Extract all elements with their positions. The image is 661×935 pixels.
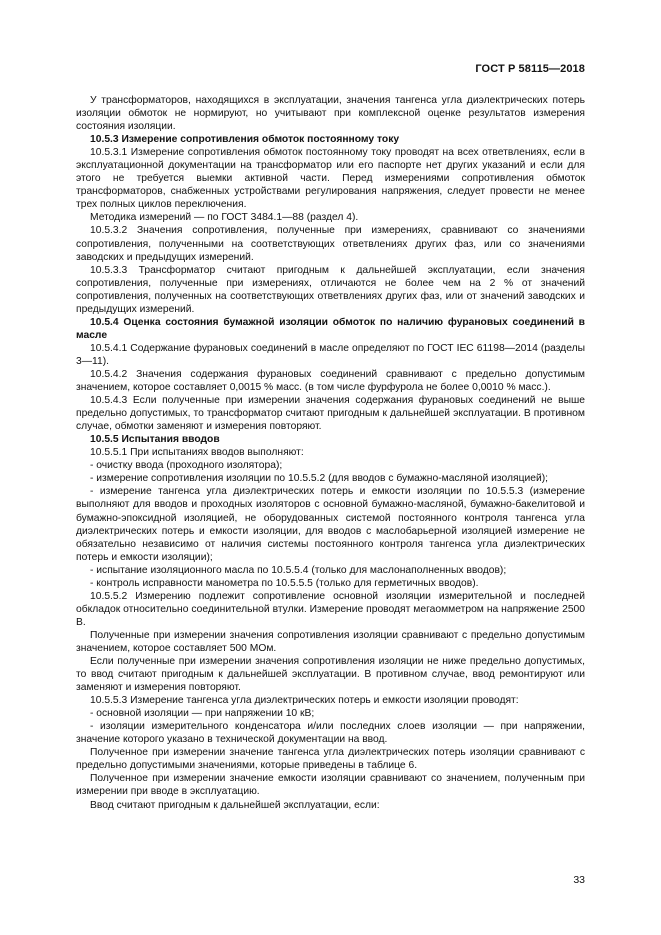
paragraph: 10.5.5.1 При испытаниях вводов выполняют: [90, 447, 304, 459]
paragraph: 10.5.4.1 Содержание фурановых соединений в масле определяют по ГОСТ IEC 61198—2014 (разделы 3—11). [76, 342, 585, 367]
section-heading: 10.5.3 Измерение сопротивления обмоток постоянному току [90, 134, 400, 146]
section-heading: 10.5.4 Оценка состояния бумажной изоляции обмоток по наличию фурановых соединений в масле [76, 316, 585, 341]
paragraph: 10.5.4.2 Значения содержания фурановых соединений сравнивают с предельно допустимым значением, которое составляет 0,0015 % масс. (в том числе фурфурола не более 0,0010 % масс.). [76, 368, 585, 394]
paragraph: Если полученные при измерении значения сопротивления изоляции не ниже предельно допустимых, то ввод считают пригодным к дальнейшей эксплуатации. В противном случае, ввод ремонтируют или заменяют и измерения повторяют. [76, 656, 585, 694]
paragraph: 10.5.3.1 Измерение сопротивления обмоток постоянному току проводят на всех ответвлениях, если в эксплуатационной документации на трансформатор или его паспорте нет других указаний и если для этого не требуется выемки активной части. Перед измерениями сопротивления обмоток трансформаторов, снабженных устройствами регулирования напряжения, следует провести не менее трех полных циклов переключения. [76, 147, 585, 211]
paragraph: 10.5.3.2 Значения сопротивления, полученные при измерениях, сравнивают со значениями сопротивления, полученными на соответствующих ответвлениях других фаз, или со значениями заводских и предыдущих измерений. [76, 225, 585, 263]
document-id-header: ГОСТ Р 58115—2018 [475, 63, 585, 75]
list-item: - очистку ввода (проходного изолятора); [90, 460, 283, 472]
paragraph: Методика измерений — по ГОСТ 3484.1—88 (раздел 4). [90, 212, 359, 224]
paragraph: Полученное при измерении значение емкости изоляции сравнивают со значением, полученным при измерении при вводе в эксплуатацию. [76, 773, 585, 798]
paragraph: У трансформаторов, находящихся в эксплуатации, значения тангенса угла диэлектрических потерь изоляции обмоток не нормируют, но учитывают при комплексной оценке результатов измерения состояния изоляции. [76, 95, 585, 133]
paragraph: Полученное при измерении значение тангенса угла диэлектрических потерь изоляции сравнивают с предельно допустимыми значениями, которые приведены в таблице 6. [76, 747, 585, 772]
section-heading: 10.5.5 Испытания вводов [90, 434, 220, 446]
paragraph: 10.5.5.3 Измерение тангенса угла диэлектрических потерь и емкости изоляции проводят: [90, 695, 519, 707]
paragraph: Ввод считают пригодным к дальнейшей эксплуатации, если: [90, 799, 380, 811]
page-number: 33 [573, 874, 585, 886]
paragraph: Полученные при измерении значения сопротивления изоляции сравнивают с предельно допустимым значением, которое составляет 500 МОм. [76, 629, 585, 654]
list-item: - измерение тангенса угла диэлектрических потерь и емкости изоляции по 10.5.5.3 (измерение выполняют для вводов и проходных изоляторов с основной бумажно-масляной, бумажно-бакелитовой и бумажно-эпоксидной изоляцией, не оборудованных системой постоянного контроля тангенса угла диэлектрических потерь и емкости изоляции, для вводов с маслобарьерной изоляцией измерение не обязательно независимо от наличия системы постоянного контроля тангенса угла диэлектрических потерь и емкости изоляции); [76, 486, 585, 563]
paragraph: 10.5.4.3 Если полученные при измерении значения содержания фурановых соединений не выше предельно допустимых, то трансформатор считают пригодным к дальнейшей эксплуатации. В противном случае, обмотки заменяют и измерения повторяют. [76, 395, 585, 433]
list-item: - измерение сопротивления изоляции по 10.5.5.2 (для вводов с бумажно-масляной изоляцией); [90, 473, 549, 485]
list-item: - основной изоляции — при напряжении 10 кВ; [90, 708, 315, 720]
paragraph: 10.5.3.3 Трансформатор считают пригодным к дальнейшей эксплуатации, если значения сопротивления, полученные при измерениях, отличаются не более чем на 2 % от значений сопротивления, полученных на соответствующих ответвлениях других фаз, или от значений заводских и предыдущих измерений. [76, 264, 585, 315]
list-item: - изоляции измерительного конденсатора и/или последних слоев изоляции — при напряжении, значение которого указано в технической документации на ввод. [76, 721, 585, 746]
list-item: - испытание изоляционного масла по 10.5.5.4 (только для маслонаполненных вводов); [90, 564, 507, 576]
document-body [76, 94, 585, 812]
list-item: - контроль исправности манометра по 10.5.5.5 (только для герметичных вводов). [90, 577, 479, 589]
paragraph: 10.5.5.2 Измерению подлежит сопротивление основной изоляции измерительной и последней обкладок относительно соединительной втулки. Измерение проводят мегаомметром на напряжение 2500 В. [76, 590, 585, 628]
